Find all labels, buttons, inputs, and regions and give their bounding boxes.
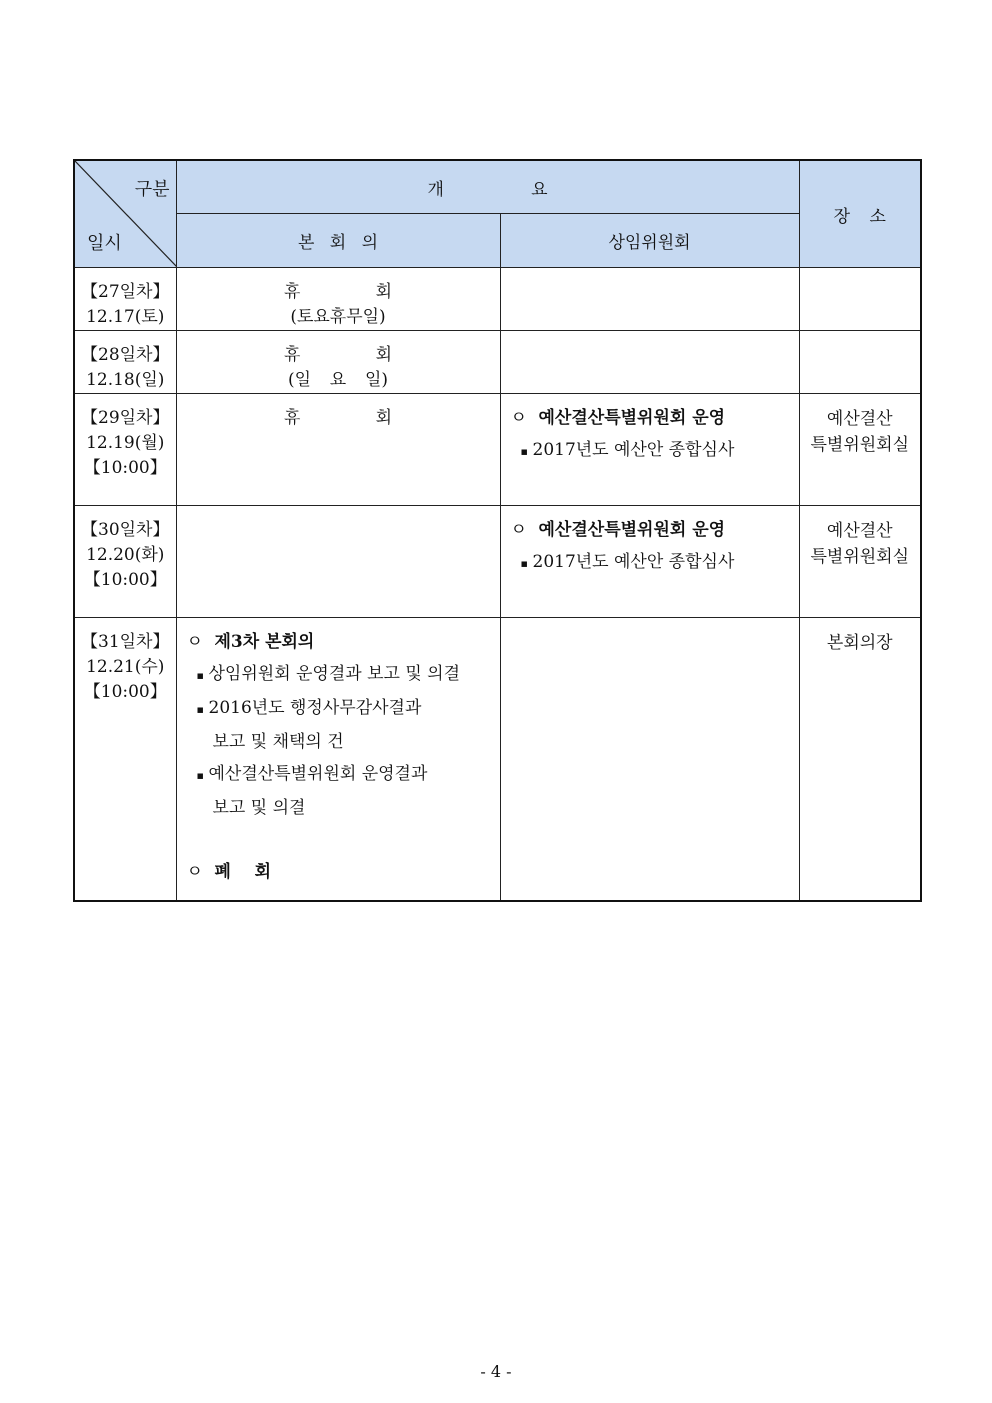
date-label: 12.17(토) — [86, 307, 165, 327]
place-line-b: 특별위원회실 — [810, 547, 910, 567]
place-cell — [799, 268, 921, 331]
committee-heading — [501, 402, 799, 434]
plenary-item-continuation: 보고 및 의결 — [212, 798, 306, 818]
date-cell — [74, 618, 176, 901]
plenary-heading-text: 제3차 본회의 — [214, 632, 315, 652]
place-line-a: 예산결산 — [826, 521, 893, 541]
committee-item — [501, 434, 799, 468]
committee-heading — [501, 514, 799, 546]
committee-cell — [500, 268, 799, 331]
circle-bullet-icon: ㅇ — [510, 408, 527, 428]
day-label: 【28일차】 — [81, 345, 170, 365]
date-label: 12.21(수) — [86, 657, 165, 677]
committee-item-text: 2017년도 예산안 종합심사 — [532, 440, 735, 460]
day-label: 【27일차】 — [81, 282, 170, 302]
header-place-text: 장 소 — [833, 206, 886, 227]
committee-heading-text: 예산결산특별위원회 운영 — [538, 520, 726, 540]
header-plenary-text: 본 회 의 — [297, 233, 379, 254]
plenary-item — [177, 758, 500, 792]
date-label: 12.18(일) — [86, 370, 165, 390]
time-label: 【10:00】 — [83, 682, 167, 702]
circle-bullet-icon: ㅇ — [186, 632, 203, 652]
place-line-a: 예산결산 — [826, 409, 893, 429]
day-label: 【31일차】 — [81, 632, 170, 652]
table-row — [74, 506, 921, 618]
recess-b: 회 — [375, 408, 392, 428]
date-cell — [74, 394, 176, 506]
place-line: 본회의장 — [826, 633, 893, 653]
schedule-table — [73, 159, 922, 902]
table-row — [74, 394, 921, 506]
header-overview — [176, 160, 799, 214]
header-plenary — [176, 214, 500, 268]
plenary-cell — [176, 268, 500, 331]
table-row — [74, 331, 921, 394]
plenary-cell — [176, 618, 500, 901]
plenary-cell — [176, 394, 500, 506]
plenary-item-text: 상임위원회 운영결과 보고 및 의결 — [208, 664, 461, 684]
recess-b: 회 — [375, 282, 392, 302]
table-row — [74, 268, 921, 331]
recess-a: 휴 — [284, 345, 301, 365]
place-line-b: 특별위원회실 — [810, 435, 910, 455]
recess-note-c: 일) — [364, 370, 388, 390]
committee-cell — [500, 506, 799, 618]
committee-item — [501, 546, 799, 580]
circle-bullet-icon: ㅇ — [186, 862, 203, 882]
committee-cell — [500, 618, 799, 901]
committee-cell — [500, 331, 799, 394]
date-label: 12.19(월) — [86, 433, 165, 453]
plenary-cell — [176, 331, 500, 394]
day-label: 【29일차】 — [81, 408, 170, 428]
plenary-item — [177, 692, 500, 726]
date-cell — [74, 506, 176, 618]
closing-heading — [177, 856, 500, 888]
circle-bullet-icon: ㅇ — [510, 520, 527, 540]
place-cell — [799, 618, 921, 901]
committee-cell — [500, 394, 799, 506]
place-cell — [799, 394, 921, 506]
recess-a: 휴 — [284, 282, 301, 302]
day-label: 【30일차】 — [81, 520, 170, 540]
committee-heading-text: 예산결산특별위원회 운영 — [538, 408, 726, 428]
closing-text: 폐 회 — [214, 862, 272, 882]
page-number: - 4 - — [480, 1362, 512, 1381]
place-cell — [799, 506, 921, 618]
date-cell — [74, 331, 176, 394]
header-overview-a: 개 — [427, 179, 444, 200]
header-corner-cell — [74, 160, 176, 268]
header-overview-b: 요 — [531, 179, 548, 200]
date-cell — [74, 268, 176, 331]
plenary-item — [177, 658, 500, 692]
committee-item-text: 2017년도 예산안 종합심사 — [532, 552, 735, 572]
table-row — [74, 618, 921, 901]
square-bullet-icon: ▪ — [196, 669, 204, 682]
recess-a: 휴 — [284, 408, 301, 428]
plenary-item-text: 예산결산특별위원회 운영결과 — [208, 764, 428, 784]
header-committee — [500, 214, 799, 268]
plenary-item-continuation: 보고 및 채택의 건 — [212, 732, 344, 752]
recess-note: (토요휴무일) — [290, 307, 386, 327]
square-bullet-icon: ▪ — [520, 445, 528, 458]
plenary-heading — [177, 626, 500, 658]
place-cell — [799, 331, 921, 394]
header-datetime-label: 일시 — [87, 233, 122, 254]
header-category-label: 구분 — [134, 179, 170, 200]
square-bullet-icon: ▪ — [520, 557, 528, 570]
plenary-cell — [176, 506, 500, 618]
recess-note-b: 요 — [329, 370, 347, 390]
recess-b: 회 — [375, 345, 392, 365]
square-bullet-icon: ▪ — [196, 703, 204, 716]
date-label: 12.20(화) — [86, 545, 165, 565]
time-label: 【10:00】 — [83, 458, 167, 478]
recess-note-a: (일 — [288, 370, 312, 390]
schedule-sheet — [73, 159, 920, 902]
header-committee-text: 상임위원회 — [608, 233, 691, 254]
header-place — [799, 160, 921, 268]
plenary-item-text: 2016년도 행정사무감사결과 — [208, 698, 422, 718]
time-label: 【10:00】 — [83, 570, 167, 590]
square-bullet-icon: ▪ — [196, 769, 204, 782]
